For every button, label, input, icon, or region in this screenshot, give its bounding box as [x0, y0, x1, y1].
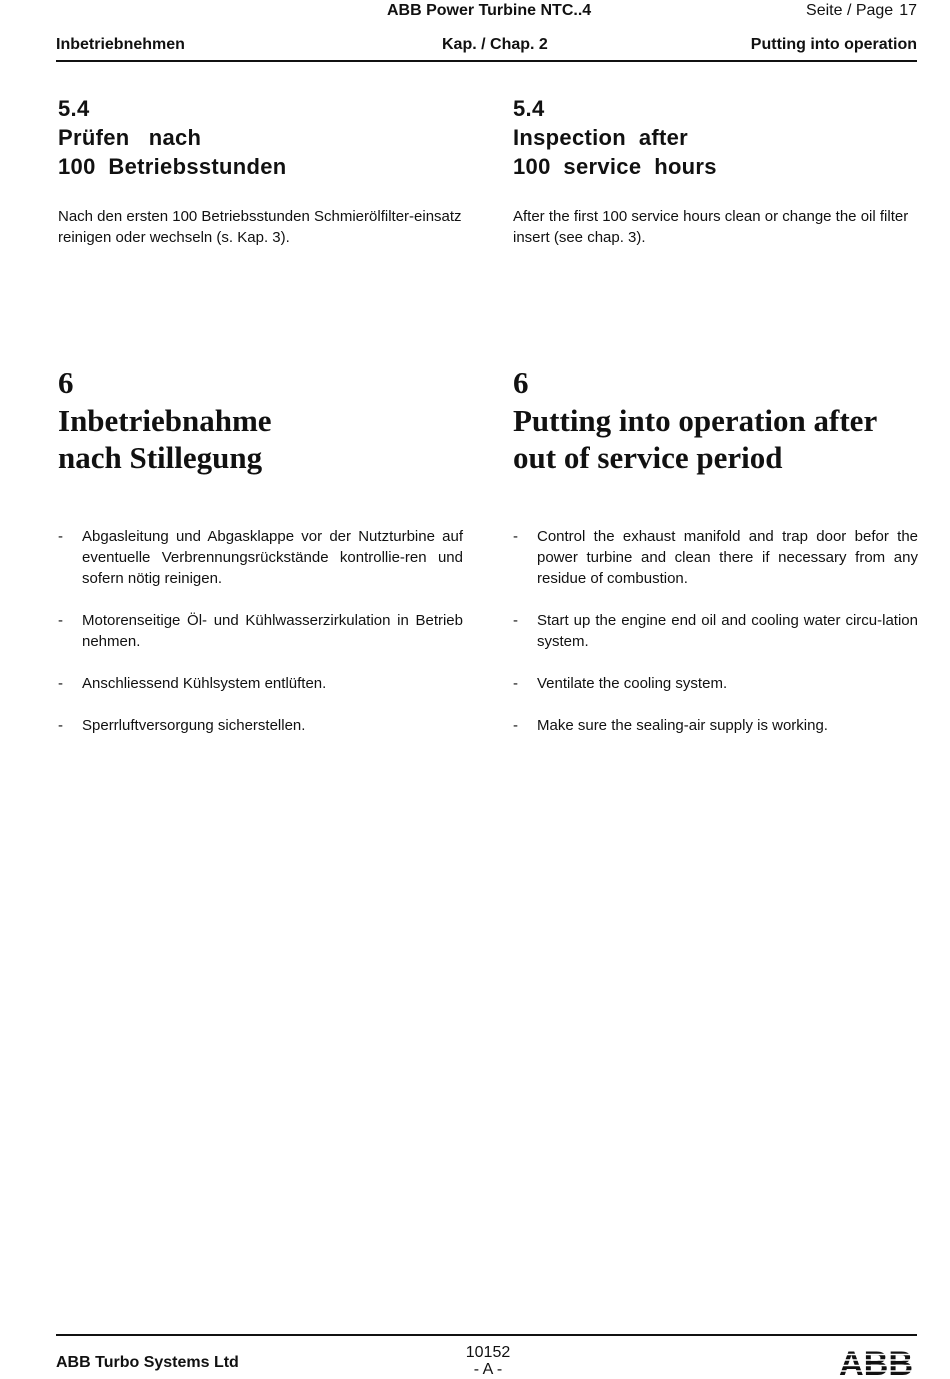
chapter-heading-de: [58, 364, 463, 477]
section-heading-de: [58, 94, 463, 181]
chapter-title-en-line1: Putting into operation after: [513, 402, 878, 438]
footer-revision: - A -: [473, 1361, 503, 1378]
chapter-title-de-line1: Inbetriebnahme: [58, 402, 272, 438]
section-title-en-line1: Inspection after: [513, 125, 689, 150]
bullet-marker: -: [58, 717, 63, 734]
document-title: ABB Power Turbine NTC..4: [387, 2, 592, 19]
list-item: [58, 610, 463, 652]
svg-text:ABB: ABB: [839, 1346, 913, 1378]
abb-logo: [838, 1346, 914, 1378]
list-item-text: Abgasleitung und Abgasklappe vor der Nutzturbine auf eventuelle Verbrennungsrückstände kontrollie-ren und sofern nötig reinigen.: [82, 528, 463, 587]
list-item: [513, 610, 918, 652]
bullet-marker: -: [513, 612, 518, 629]
bullet-marker: -: [513, 717, 518, 734]
list-item-text: Anschliessend Kühlsystem entlüften.: [82, 675, 327, 692]
footer-divider: [56, 1334, 917, 1336]
page-label: Seite / Page: [806, 2, 894, 19]
list-item: [58, 526, 463, 589]
bullet-marker: -: [58, 612, 63, 629]
chapter-heading-en: [513, 364, 918, 477]
chapter-title-de-line2: nach Stillegung: [58, 440, 263, 475]
list-item-text: Ventilate the cooling system.: [537, 675, 728, 692]
section-title-en-line2: 100 service hours: [513, 154, 717, 179]
bullet-list-de: [58, 526, 463, 757]
page-number: 17: [899, 2, 917, 19]
section-heading-en: [513, 94, 918, 181]
list-item-text: Sperrluftversorgung sicherstellen.: [82, 717, 306, 734]
bullet-marker: -: [513, 675, 518, 692]
list-item: [513, 715, 918, 736]
list-item-text: Motorenseitige Öl- und Kühlwasserzirkulation in Betrieb nehmen.: [82, 612, 463, 650]
footer-company: ABB Turbo Systems Ltd: [56, 1354, 239, 1371]
list-item: [58, 673, 463, 694]
header-divider: [56, 60, 917, 62]
section-text-en: After the first 100 service hours clean or change the oil filter insert (see chap. 3).: [513, 208, 909, 246]
list-item-text: Control the exhaust manifold and trap door befor the power turbine and clean there if necessary from any residue of combustion.: [537, 528, 918, 587]
list-item: [58, 715, 463, 736]
list-item: [513, 526, 918, 589]
chapter-number-de: 6: [58, 365, 74, 400]
page-indicator: [806, 1, 917, 21]
chapter-title-en-line2: out of service period: [513, 440, 783, 475]
header-section-de: Inbetriebnehmen: [56, 36, 185, 53]
bullet-list-en: [513, 526, 918, 757]
list-item: [513, 673, 918, 694]
bullet-marker: -: [58, 528, 63, 545]
list-item-text: Start up the engine end oil and cooling water circu-lation system.: [537, 612, 918, 650]
footer-doc-number: 10152: [465, 1344, 511, 1361]
section-title-de-line1: Prüfen nach: [58, 125, 202, 150]
section-text-de: Nach den ersten 100 Betriebsstunden Schmierölfilter-einsatz reinigen oder wechseln (s. Kap. 3).: [58, 208, 462, 246]
header-section-en: Putting into operation: [750, 36, 917, 53]
section-title-de-line2: 100 Betriebsstunden: [58, 154, 287, 179]
section-number-en: 5.4: [513, 96, 545, 121]
bullet-marker: -: [58, 675, 63, 692]
chapter-number-en: 6: [513, 365, 529, 400]
bullet-marker: -: [513, 528, 518, 545]
list-item-text: Make sure the sealing-air supply is working.: [537, 717, 828, 734]
header-chapter: Kap. / Chap. 2: [442, 36, 548, 53]
section-number-de: 5.4: [58, 96, 90, 121]
